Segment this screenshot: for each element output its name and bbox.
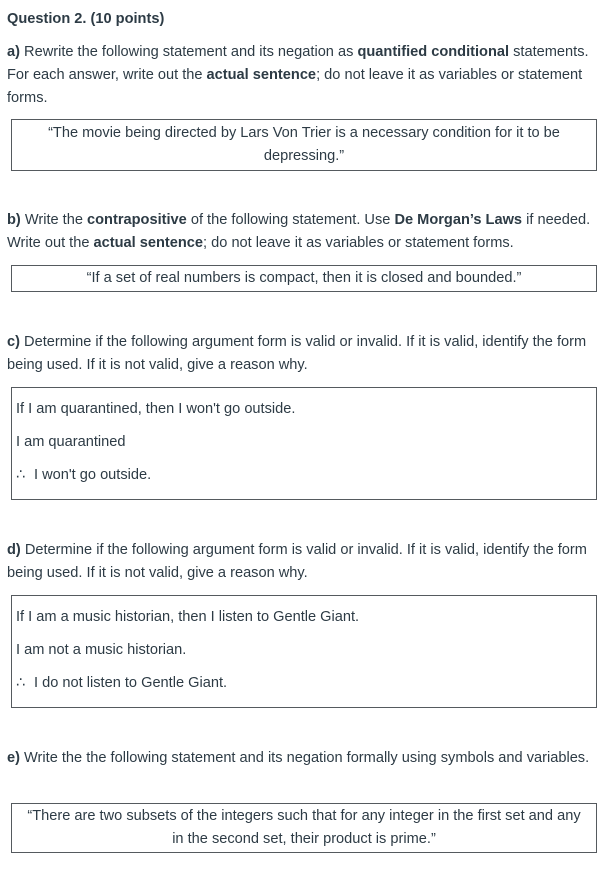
part-b-instructions: b) Write the contrapositive of the following statement. Use De Morgan’s Laws if needed. Write out the actual sentence; do not leave it as variables or statement forms.: [7, 212, 591, 251]
part-d-premise-1: If I am a music historian, then I listen to Gentle Giant.: [16, 609, 360, 625]
part-d-label: d): [7, 542, 21, 558]
part-c-conclusion: I won't go outside.: [34, 467, 152, 483]
part-c-label: c): [7, 334, 20, 350]
part-b-statement: “If a set of real numbers is compact, then it is closed and bounded.”: [86, 270, 522, 286]
therefore-icon: ∴: [16, 675, 26, 691]
part-d-instructions: d) Determine if the following argument form is valid or invalid. If it is valid, identify the form being used. If it is not valid, give a reason why.: [7, 542, 587, 581]
part-a-statement-line2: depressing.”: [263, 148, 345, 164]
part-c-premise-2: I am quarantined: [16, 434, 126, 450]
part-b-label: b): [7, 212, 21, 228]
part-e-instructions: e) Write the the following statement and its negation formally using symbols and variables.: [7, 750, 590, 766]
part-c-conclusion-line: [14, 464, 590, 497]
part-a-statement-line1: “The movie being directed by Lars Von Trier is a necessary condition for it to be: [48, 125, 560, 141]
part-a-label: a): [7, 44, 20, 60]
part-c-argument-box: [11, 387, 597, 500]
part-e-statement-box: [11, 803, 597, 853]
part-e-statement-line1: “There are two subsets of the integers such that for any integer in the first set and any: [27, 808, 581, 824]
part-a-statement-box: [11, 119, 597, 171]
part-d-argument-box: [11, 595, 597, 708]
part-b-statement-box: [11, 265, 597, 292]
part-d-conclusion-line: [14, 672, 590, 705]
part-c-premise-1: If I am quarantined, then I won't go outside.: [16, 401, 296, 417]
part-a-instructions: a) Rewrite the following statement and its negation as quantified conditional statements. For each answer, write out the actual sentence; do not leave it as variables or statement forms.: [7, 44, 589, 106]
part-e-label: e): [7, 750, 20, 766]
question-title: Question 2. (10 points): [7, 11, 165, 27]
therefore-icon: ∴: [16, 467, 26, 483]
part-d-premise-2: I am not a music historian.: [16, 642, 187, 658]
part-e-statement-line2: in the second set, their product is prime.”: [172, 831, 436, 847]
part-d-conclusion: I do not listen to Gentle Giant.: [34, 675, 228, 691]
part-c-instructions: c) Determine if the following argument form is valid or invalid. If it is valid, identify the form being used. If it is not valid, give a reason why.: [7, 334, 587, 373]
